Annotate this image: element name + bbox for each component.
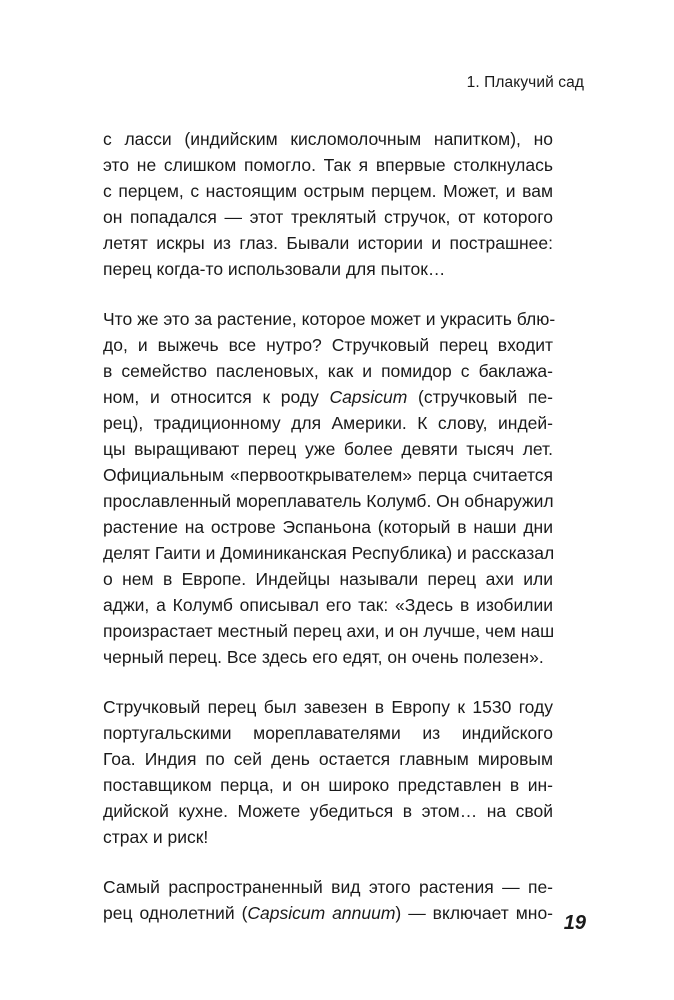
- text-line: аджи, а Колумб описывал его так: «Здесь в изобилии: [103, 595, 553, 615]
- latin-term: Capsicum annuum: [247, 903, 396, 923]
- text-line: цы выращивают перец уже более девяти тысяч лет.: [103, 439, 553, 459]
- text-line: это не слишком помогло. Так я впервые столкнулась: [103, 155, 553, 175]
- text-line: страх и риск!: [103, 827, 209, 847]
- text-line: поставщиком перца, и он широко представлен в ин-: [103, 775, 553, 795]
- paragraph: [103, 306, 556, 670]
- text-line: делят Гаити и Доминиканская Республика) и рассказал: [103, 543, 555, 563]
- text-line: в семейство пасленовых, как и помидор с баклажа-: [103, 361, 553, 381]
- text-line: ном, и относится к роду Capsicum (стручковый пе-: [103, 387, 554, 407]
- paragraph: [103, 694, 553, 850]
- text-line: он попадался — этот треклятый стручок, от которого: [103, 207, 553, 227]
- text-line: произрастает местный перец ахи, и он лучше, чем наш: [103, 621, 555, 641]
- paragraph: [103, 126, 553, 282]
- text-line: дийской кухне. Можете убедиться в этом… на свой: [103, 801, 553, 821]
- text-line: прославленный мореплаватель Колумб. Он обнаружил: [103, 491, 554, 511]
- text-line: рец), традиционному для Америки. К слову, индей-: [103, 413, 553, 433]
- text-line: Что же это за растение, которое может и украсить блю-: [103, 309, 556, 329]
- text-line: с ласси (индийским кисломолочным напитком), но: [103, 129, 553, 149]
- text-line: Самый распространенный вид этого растения — пе-: [103, 877, 553, 897]
- text-line: растение на острове Эспаньона (который в наши дни: [103, 517, 553, 537]
- text-line: до, и выжечь все нутро? Стручковый перец входит: [103, 335, 553, 355]
- running-head: 1. Плакучий сад: [466, 74, 584, 91]
- latin-term: Capsicum: [329, 387, 408, 407]
- text-line: летят искры из глаз. Бывали истории и пострашнее:: [103, 233, 553, 253]
- text-line: Официальным «первооткрывателем» перца считается: [103, 465, 553, 485]
- page-number: 19: [563, 912, 586, 934]
- text-line: с перцем, с настоящим острым перцем. Может, и вам: [103, 181, 553, 201]
- text-line: португальскими мореплавателями из индийского: [103, 723, 553, 743]
- text-line: перец когда-то использовали для пыток…: [103, 259, 446, 279]
- text-line: рец однолетний (Capsicum annuum) — включает мно-: [103, 903, 553, 923]
- body-text: [103, 126, 556, 950]
- text-line: Гоа. Индия по сей день остается главным мировым: [103, 749, 553, 769]
- text-line: о нем в Европе. Индейцы называли перец ахи или: [103, 569, 553, 589]
- paragraph: [103, 874, 553, 926]
- text-line: черный перец. Все здесь его едят, он очень полезен».: [103, 647, 544, 667]
- text-line: Стручковый перец был завезен в Европу к 1530 году: [103, 697, 553, 717]
